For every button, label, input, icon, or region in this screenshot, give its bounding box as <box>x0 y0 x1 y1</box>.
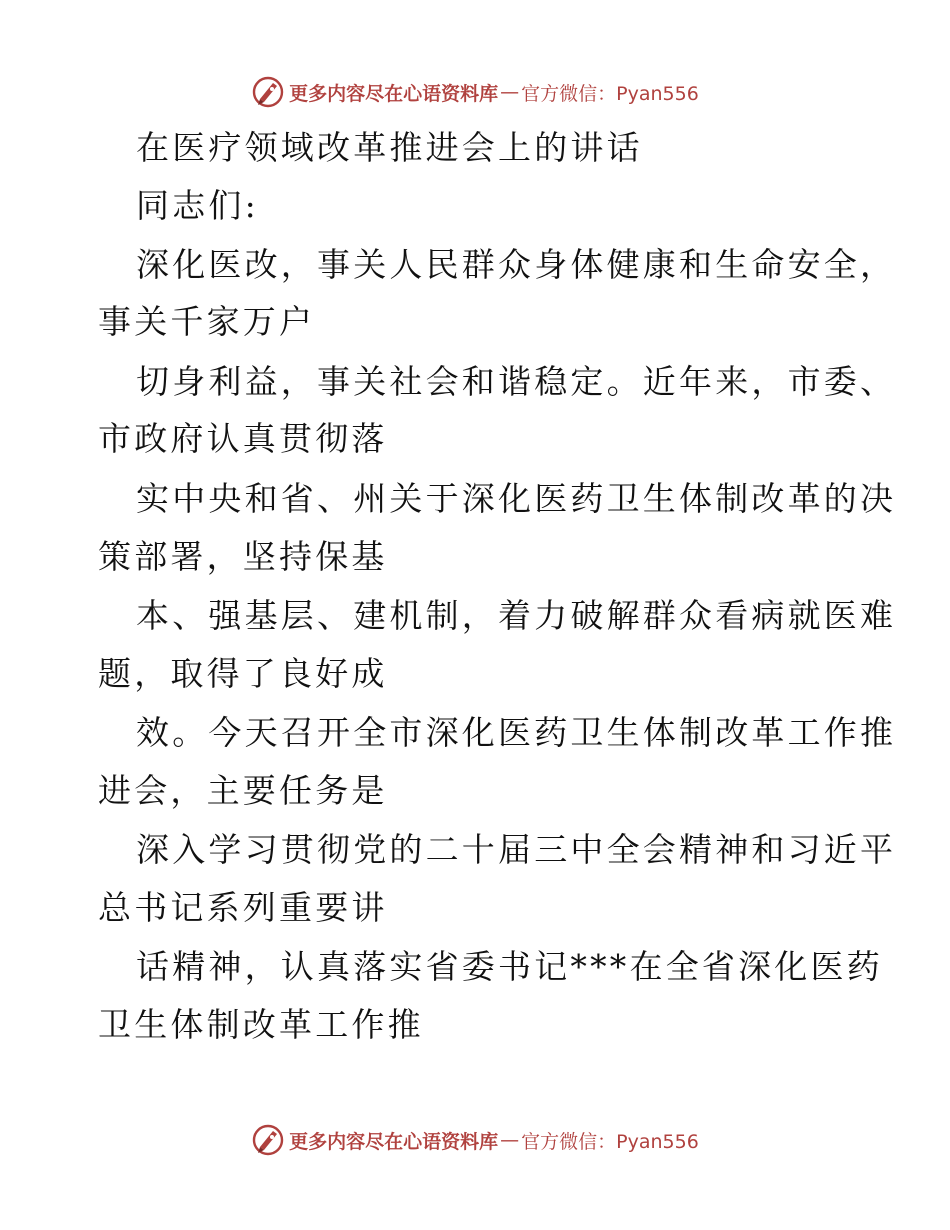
footer-banner <box>0 1120 950 1160</box>
footer-wechat-text: 官方微信：Pyan556 <box>521 1130 699 1153</box>
paragraph-line: 深化医改，事关人民群众身体健康和生命安全， <box>136 245 897 284</box>
paragraph-line: 事关千家万户 <box>98 302 316 341</box>
pen-logo-icon <box>251 75 285 109</box>
paragraph-line: 题，取得了良好成 <box>98 654 388 693</box>
paragraph-line: 深入学习贯彻党的二十届三中全会精神和习近平 <box>136 830 897 869</box>
header-banner <box>0 72 950 112</box>
document-salutation: 同志们: <box>136 186 259 225</box>
paragraph-line: 切身利益，事关社会和谐稳定。近年来，市委、 <box>136 362 897 401</box>
paragraph-line: 市政府认真贯彻落 <box>98 419 388 458</box>
document-title: 在医疗领域改革推进会上的讲话 <box>136 128 643 167</box>
footer-brand-text: 更多内容尽在心语资料库 <box>289 1130 499 1153</box>
paragraph-line: 策部署，坚持保基 <box>98 537 388 576</box>
paragraph-line: 卫生体制改革工作推 <box>98 1005 424 1044</box>
paragraph-line: 实中央和省、州关于深化医药卫生体制改革的决 <box>136 479 897 518</box>
paragraph-line: 话精神，认真落实省委书记***在全省深化医药 <box>136 947 883 986</box>
paragraph-line: 效。今天召开全市深化医药卫生体制改革工作推 <box>136 713 897 752</box>
paragraph-line: 本、强基层、建机制，着力破解群众看病就医难 <box>136 596 897 635</box>
pen-logo-icon <box>251 1123 285 1157</box>
header-separator: — <box>500 81 520 103</box>
header-wechat-text: 官方微信：Pyan556 <box>521 82 699 105</box>
footer-separator: — <box>500 1129 520 1151</box>
header-brand-text: 更多内容尽在心语资料库 <box>289 82 499 105</box>
paragraph-line: 总书记系列重要讲 <box>98 888 388 927</box>
paragraph-line: 进会，主要任务是 <box>98 771 388 810</box>
